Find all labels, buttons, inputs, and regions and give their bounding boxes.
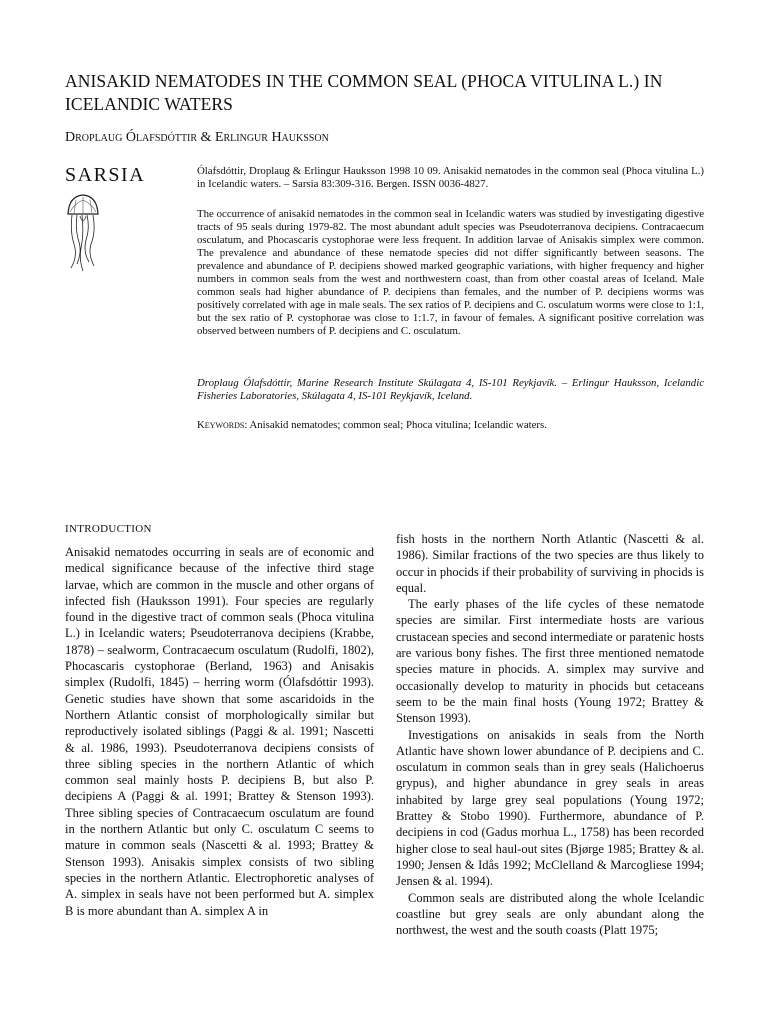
section-heading: INTRODUCTION [65, 523, 152, 535]
paragraph: Anisakid nematodes occurring in seals are of economic and medical significance because of the infective third stage larvae, which are common in the muscle and other organs of infected fish (Hauksson 1991). Four species are regularly found in the digestive tract of common seals (Phoca vitulina L.) in Icelandic waters; Pseudoterranova decipiens (Krabbe, 1878) – sealworm, Contracaecum osculatum (Rudolfi, 1802), Phocascaris cystophorae (Berland, 1963) and Anisakis simplex (Rudolfi, 1845) – herring worm (Ólafsdóttir 1993). Genetic studies have shown that some ascaridoids in the Northern Atlantic consist of morphologically similar but reproductively isolated siblings (Paggi & al. 1991; Nascetti & al. 1986, 1993). Pseudoterranova decipiens consists of three sibling species in the northern Atlantic of which common seal mainly hosts P. decipiens B, but also P. decipiens A (Paggi & al. 1991; Brattey & Stenson 1993). Three sibling species of Contracaecum osculatum are found in the northern Atlantic but only C. osculatum C seems to mature in common seals (Nascetti & al. 1993; Brattey & Stenson 1993). Anisakis simplex consists of two sibling species in the northern Atlantic. Electrophoretic analyses of A. simplex in seals have not been performed but A. simplex B is more abundant than A. simplex A in [65, 545, 374, 918]
body-column-right [396, 531, 704, 938]
keywords [197, 419, 704, 432]
paper-authors: Droplaug Ólafsdóttir & Erlingur Hauksson [65, 130, 329, 145]
journal-name: SARSIA [65, 164, 146, 186]
paragraph: The early phases of the life cycles of these nematode species are similar. First intermediate hosts are various crustacean species and second intermediate or paratenic hosts are various bony fishes. The first three mentioned nematode species mature in phocids. A. simplex may survive and occasionally develop to maturity in phocids but cetaceans seem to be the main final hosts (Young 1972; Brattey & Stenson 1993). [396, 597, 704, 726]
paragraph: Common seals are distributed along the whole Icelandic coastline but grey seals are only abundant along the northwest, the west and the south coasts (Platt 1975; [396, 890, 704, 938]
abstract: The occurrence of anisakid nematodes in the common seal in Icelandic waters was studied by investigating digestive tracts of 95 seals during 1979-82. The most abundant adult species was Pseudoterranova decipiens. Contracaecum osculatum, and Phocascaris cystophorae were less frequent. In addition larvae of Anisakis simplex were common. The prevalence and abundance of these nematode species did not differ significantly between seasons. The prevalence and abundance of P. decipiens showed marked geographic variations, with higher frequency and higher numbers in common seals from the west and northwestern coast, than from other coastal areas of Iceland. Male common seals had higher abundance of P. decipiens than females, and the number of P. decipiens worms was positively correlated with age in male seals. The sex ratios of P. decipiens and C. osculatum worms were close to 1:1, but the sex ratio of P. cystophorae was close to 1:1.7, in favour of females. A significant positive correlation was observed between numbers of P. decipiens and C. osculatum. [197, 208, 704, 337]
keywords-label: Keywords: [197, 419, 248, 431]
paragraph: Investigations on anisakids in seals from the North Atlantic have shown lower abundance of P. decipiens and C. osculatum in common seals than in grey seals (Halichoerus grypus), and higher abundance in grey seals in areas inhabited by large grey seal populations (Young 1972; Brattey & Stobo 1990). Furthermore, abundance of P. decipiens in cod (Gadus morhua L., 1758) has been recorded higher close to seal haul-out sites (Bjørge 1985; Brattey & al. 1990; Jensen & Idås 1992; McClelland & Marcogliese 1994; Jensen & al. 1994). [396, 727, 704, 889]
author-affiliation: Droplaug Ólafsdóttir, Marine Research Institute Skúlagata 4, IS-101 Reykjavík. – Erlingur Hauksson, Icelandic Fisheries Laboratories, Skúlagata 4, IS-101 Reykjavík, Iceland. [197, 377, 704, 402]
jellyfish-logo-icon [60, 192, 106, 272]
paragraph: fish hosts in the northern North Atlantic (Nascetti & al. 1986). Similar fractions of the two species are thus likely to occur in phocids if their probability of surviving in phocids is equal. [396, 532, 704, 595]
paper-title: ANISAKID NEMATODES IN THE COMMON SEAL (PHOCA VITULINA L.) IN ICELANDIC WATERS [65, 71, 663, 114]
citation: Ólafsdóttir, Droplaug & Erlingur Hauksson 1998 10 09. Anisakid nematodes in the common seal (Phoca vitulina L.) in Icelandic waters. – Sarsia 83:309-316. Bergen. ISSN 0036-4827. [197, 165, 704, 190]
body-column-left [65, 544, 374, 919]
keywords-text: Anisakid nematodes; common seal; Phoca vitulina; Icelandic waters. [249, 419, 547, 431]
